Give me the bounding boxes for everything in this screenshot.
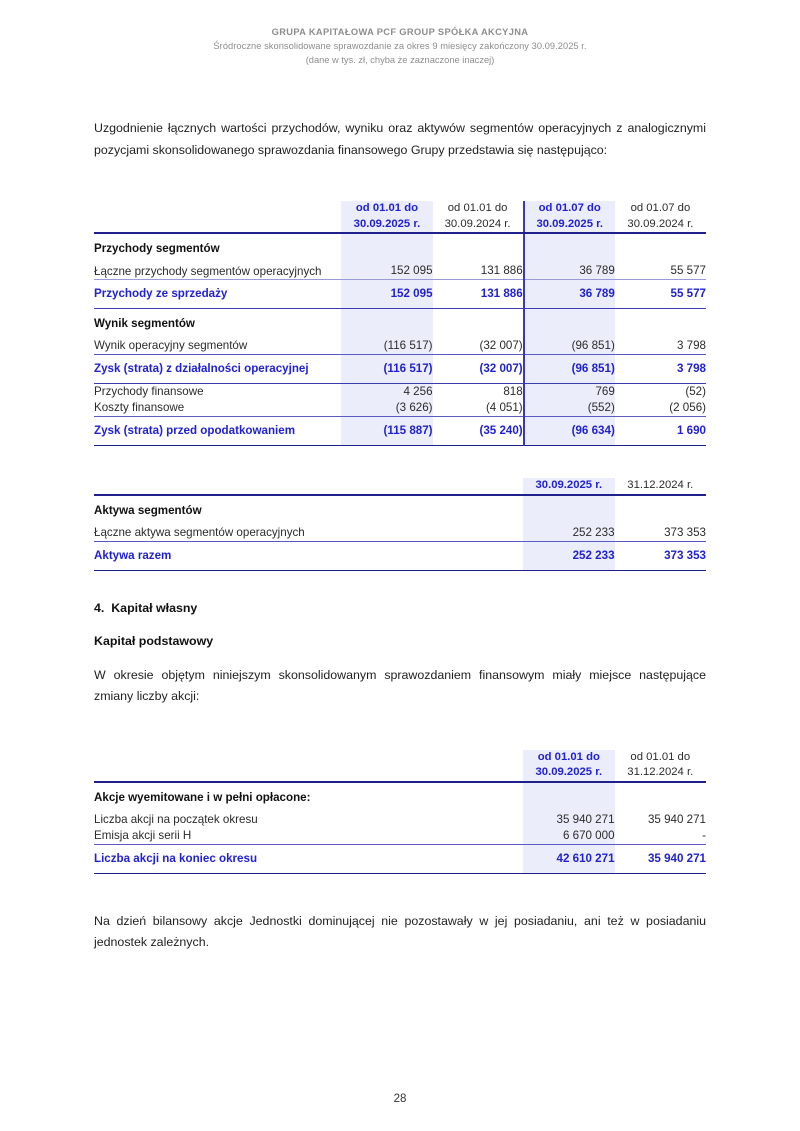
header-line-2: 30.09.2025 r. bbox=[536, 217, 604, 230]
row-label: Łączne przychody segmentów operacyjnych bbox=[94, 263, 341, 280]
section4-paragraph: W okresie objętym niniejszym skonsolidowanym sprawozdaniem finansowym miały miejsce następujące zmiany liczby akcji: bbox=[94, 667, 706, 703]
row-value: 769 bbox=[524, 384, 615, 401]
segments-reconciliation-table bbox=[94, 201, 706, 446]
row-value: 35 940 271 bbox=[647, 812, 706, 826]
table-row bbox=[94, 828, 706, 845]
header-line-1: od 01.01 do bbox=[447, 202, 508, 214]
table-row bbox=[94, 309, 706, 339]
header-company-name: GRUPA KAPITAŁOWA PCF GROUP SPÓŁKA AKCYJNA bbox=[271, 27, 529, 37]
row-value: 6 670 000 bbox=[523, 828, 614, 845]
row-label: Koszty finansowe bbox=[94, 401, 185, 414]
row-label: Przychody finansowe bbox=[94, 385, 204, 398]
row-value: 42 610 271 bbox=[523, 844, 614, 873]
row-label: Liczba akcji na koniec okresu bbox=[94, 844, 523, 873]
row-value bbox=[615, 309, 706, 339]
table-row-total bbox=[94, 280, 706, 309]
row-label: Liczba akcji na początek okresu bbox=[94, 812, 258, 826]
row-value: 373 353 bbox=[664, 525, 706, 539]
row-value: (116 517) bbox=[341, 338, 432, 355]
row-label: Przychody segmentów bbox=[94, 242, 220, 255]
row-value: 131 886 bbox=[433, 280, 524, 309]
column-header-9m-2024 bbox=[433, 201, 524, 232]
row-label: Akcje wyemitowane i w pełni opłacone: bbox=[94, 790, 311, 804]
row-value: 3 798 bbox=[676, 339, 706, 352]
row-value: 131 886 bbox=[433, 263, 524, 280]
row-value: 55 577 bbox=[615, 280, 706, 309]
row-value bbox=[341, 233, 432, 263]
row-value bbox=[433, 309, 524, 339]
row-value bbox=[523, 495, 614, 525]
header-line-2: 30.09.2024 r. bbox=[627, 217, 694, 230]
row-value: (35 240) bbox=[433, 417, 524, 446]
subsection-heading-kapital-podstawowy: Kapitał podstawowy bbox=[94, 633, 214, 648]
row-value bbox=[433, 233, 524, 263]
row-label: Aktywa razem bbox=[94, 541, 523, 570]
table-row-total bbox=[94, 844, 706, 873]
table-header-row bbox=[94, 478, 706, 494]
header-units-note: (dane w tys. zł, chyba że zaznaczone inaczej) bbox=[305, 55, 495, 65]
intro-paragraph: Uzgodnienie łącznych wartości przychodów, wyniku oraz aktywów segmentów operacyjnych z analogicznymi pozycjami skonsolidowanego sprawozdania finansowego Grupy przedstawia się następująco: bbox=[94, 121, 706, 157]
row-value: 152 095 bbox=[341, 280, 432, 309]
row-value: 1 690 bbox=[615, 417, 706, 446]
row-value: (552) bbox=[524, 400, 615, 417]
row-value: 373 353 bbox=[615, 541, 706, 570]
row-label: Wynik segmentów bbox=[94, 317, 195, 330]
table-row bbox=[94, 782, 706, 812]
row-value: (52) bbox=[685, 385, 706, 398]
row-value: (3 626) bbox=[341, 400, 432, 417]
row-value: (115 887) bbox=[341, 417, 432, 446]
table-row bbox=[94, 338, 706, 355]
row-label: Łączne aktywa segmentów operacyjnych bbox=[94, 525, 305, 539]
header-line-2: 30.09.2024 r. bbox=[444, 217, 511, 230]
column-header-q3-2024 bbox=[615, 201, 706, 232]
segment-assets-table bbox=[94, 478, 706, 571]
column-header-31-12-2024: 31.12.2024 r. bbox=[627, 479, 694, 491]
row-value: - bbox=[702, 828, 706, 842]
row-value: (96 851) bbox=[524, 355, 615, 384]
table-row bbox=[94, 233, 706, 263]
table-row bbox=[94, 263, 706, 280]
row-value: 252 233 bbox=[523, 541, 614, 570]
row-value: (96 851) bbox=[524, 338, 615, 355]
row-value: (96 634) bbox=[524, 417, 615, 446]
header-empty-corner bbox=[94, 750, 523, 781]
row-value: 35 940 271 bbox=[523, 812, 614, 828]
row-value: 152 095 bbox=[341, 263, 432, 280]
header-empty-corner bbox=[94, 478, 523, 494]
header-line-1: od 01.01 do bbox=[537, 750, 600, 763]
row-value bbox=[524, 309, 615, 339]
column-header-9m-2025 bbox=[341, 201, 432, 232]
table-row bbox=[94, 400, 706, 417]
row-value bbox=[341, 309, 432, 339]
header-empty-corner bbox=[94, 201, 341, 232]
row-value: 3 798 bbox=[615, 355, 706, 384]
row-value: (4 051) bbox=[485, 401, 523, 414]
row-value: (32 007) bbox=[433, 355, 524, 384]
section-heading-kapital-wlasny bbox=[94, 601, 706, 615]
column-header-q3-2025 bbox=[524, 201, 615, 232]
header-line-1: od 01.07 do bbox=[630, 202, 691, 214]
table-header-row bbox=[94, 750, 706, 781]
table-row bbox=[94, 812, 706, 828]
header-line-2: 31.12.2024 r. bbox=[627, 766, 694, 778]
row-label: Zysk (strata) z działalności operacyjnej bbox=[94, 355, 341, 384]
row-label: Emisja akcji serii H bbox=[94, 828, 192, 842]
header-line-1: od 01.01 do bbox=[355, 202, 419, 214]
table-header-row bbox=[94, 201, 706, 232]
row-value: 252 233 bbox=[523, 525, 614, 542]
row-value: 36 789 bbox=[524, 263, 615, 280]
row-value: 4 256 bbox=[341, 384, 432, 401]
row-value: 36 789 bbox=[524, 280, 615, 309]
header-line-1: od 01.07 do bbox=[538, 202, 601, 214]
section-title: Kapitał własny bbox=[111, 600, 198, 615]
header-line-2: 30.09.2025 r. bbox=[353, 217, 421, 230]
row-label: Przychody ze sprzedaży bbox=[94, 280, 341, 309]
section-number: 4. bbox=[94, 600, 105, 615]
header-report-subtitle: Śródroczne skonsolidowane sprawozdanie za okres 9 miesięcy zakończony 30.09.2025 r. bbox=[213, 41, 587, 51]
document-content bbox=[94, 118, 706, 954]
page-number: 28 bbox=[393, 1093, 407, 1105]
row-label: Aktywa segmentów bbox=[94, 503, 202, 517]
shares-movement-table bbox=[94, 750, 706, 874]
row-value bbox=[523, 782, 614, 812]
table-row-total bbox=[94, 417, 706, 446]
row-value: 55 577 bbox=[615, 263, 706, 280]
row-label: Zysk (strata) przed opodatkowaniem bbox=[94, 417, 341, 446]
row-value bbox=[615, 782, 706, 812]
table-row bbox=[94, 384, 706, 401]
row-value: (116 517) bbox=[341, 355, 432, 384]
row-value: 35 940 271 bbox=[615, 844, 706, 873]
header-line-2: 30.09.2025 r. bbox=[535, 766, 603, 778]
table-row-total bbox=[94, 355, 706, 384]
column-header-period-2024 bbox=[615, 750, 706, 781]
table-row-total bbox=[94, 541, 706, 570]
column-header-period-2025 bbox=[523, 750, 614, 781]
row-value bbox=[615, 495, 706, 525]
column-header-30-09-2025: 30.09.2025 r. bbox=[523, 478, 614, 494]
closing-paragraph: Na dzień bilansowy akcje Jednostki dominującej nie pozostawały w jej posiadaniu, ani też w posiadaniu jednostek zależnych. bbox=[94, 913, 706, 949]
row-value: 818 bbox=[503, 385, 523, 398]
header-line-1: od 01.01 do bbox=[630, 750, 691, 763]
document-running-header bbox=[0, 26, 800, 67]
row-value: (2 056) bbox=[669, 401, 706, 414]
row-value bbox=[524, 233, 615, 263]
table-row bbox=[94, 495, 706, 525]
row-label: Wynik operacyjny segmentów bbox=[94, 339, 248, 352]
row-value: (32 007) bbox=[479, 339, 523, 352]
row-value bbox=[615, 233, 706, 263]
table-row bbox=[94, 525, 706, 542]
